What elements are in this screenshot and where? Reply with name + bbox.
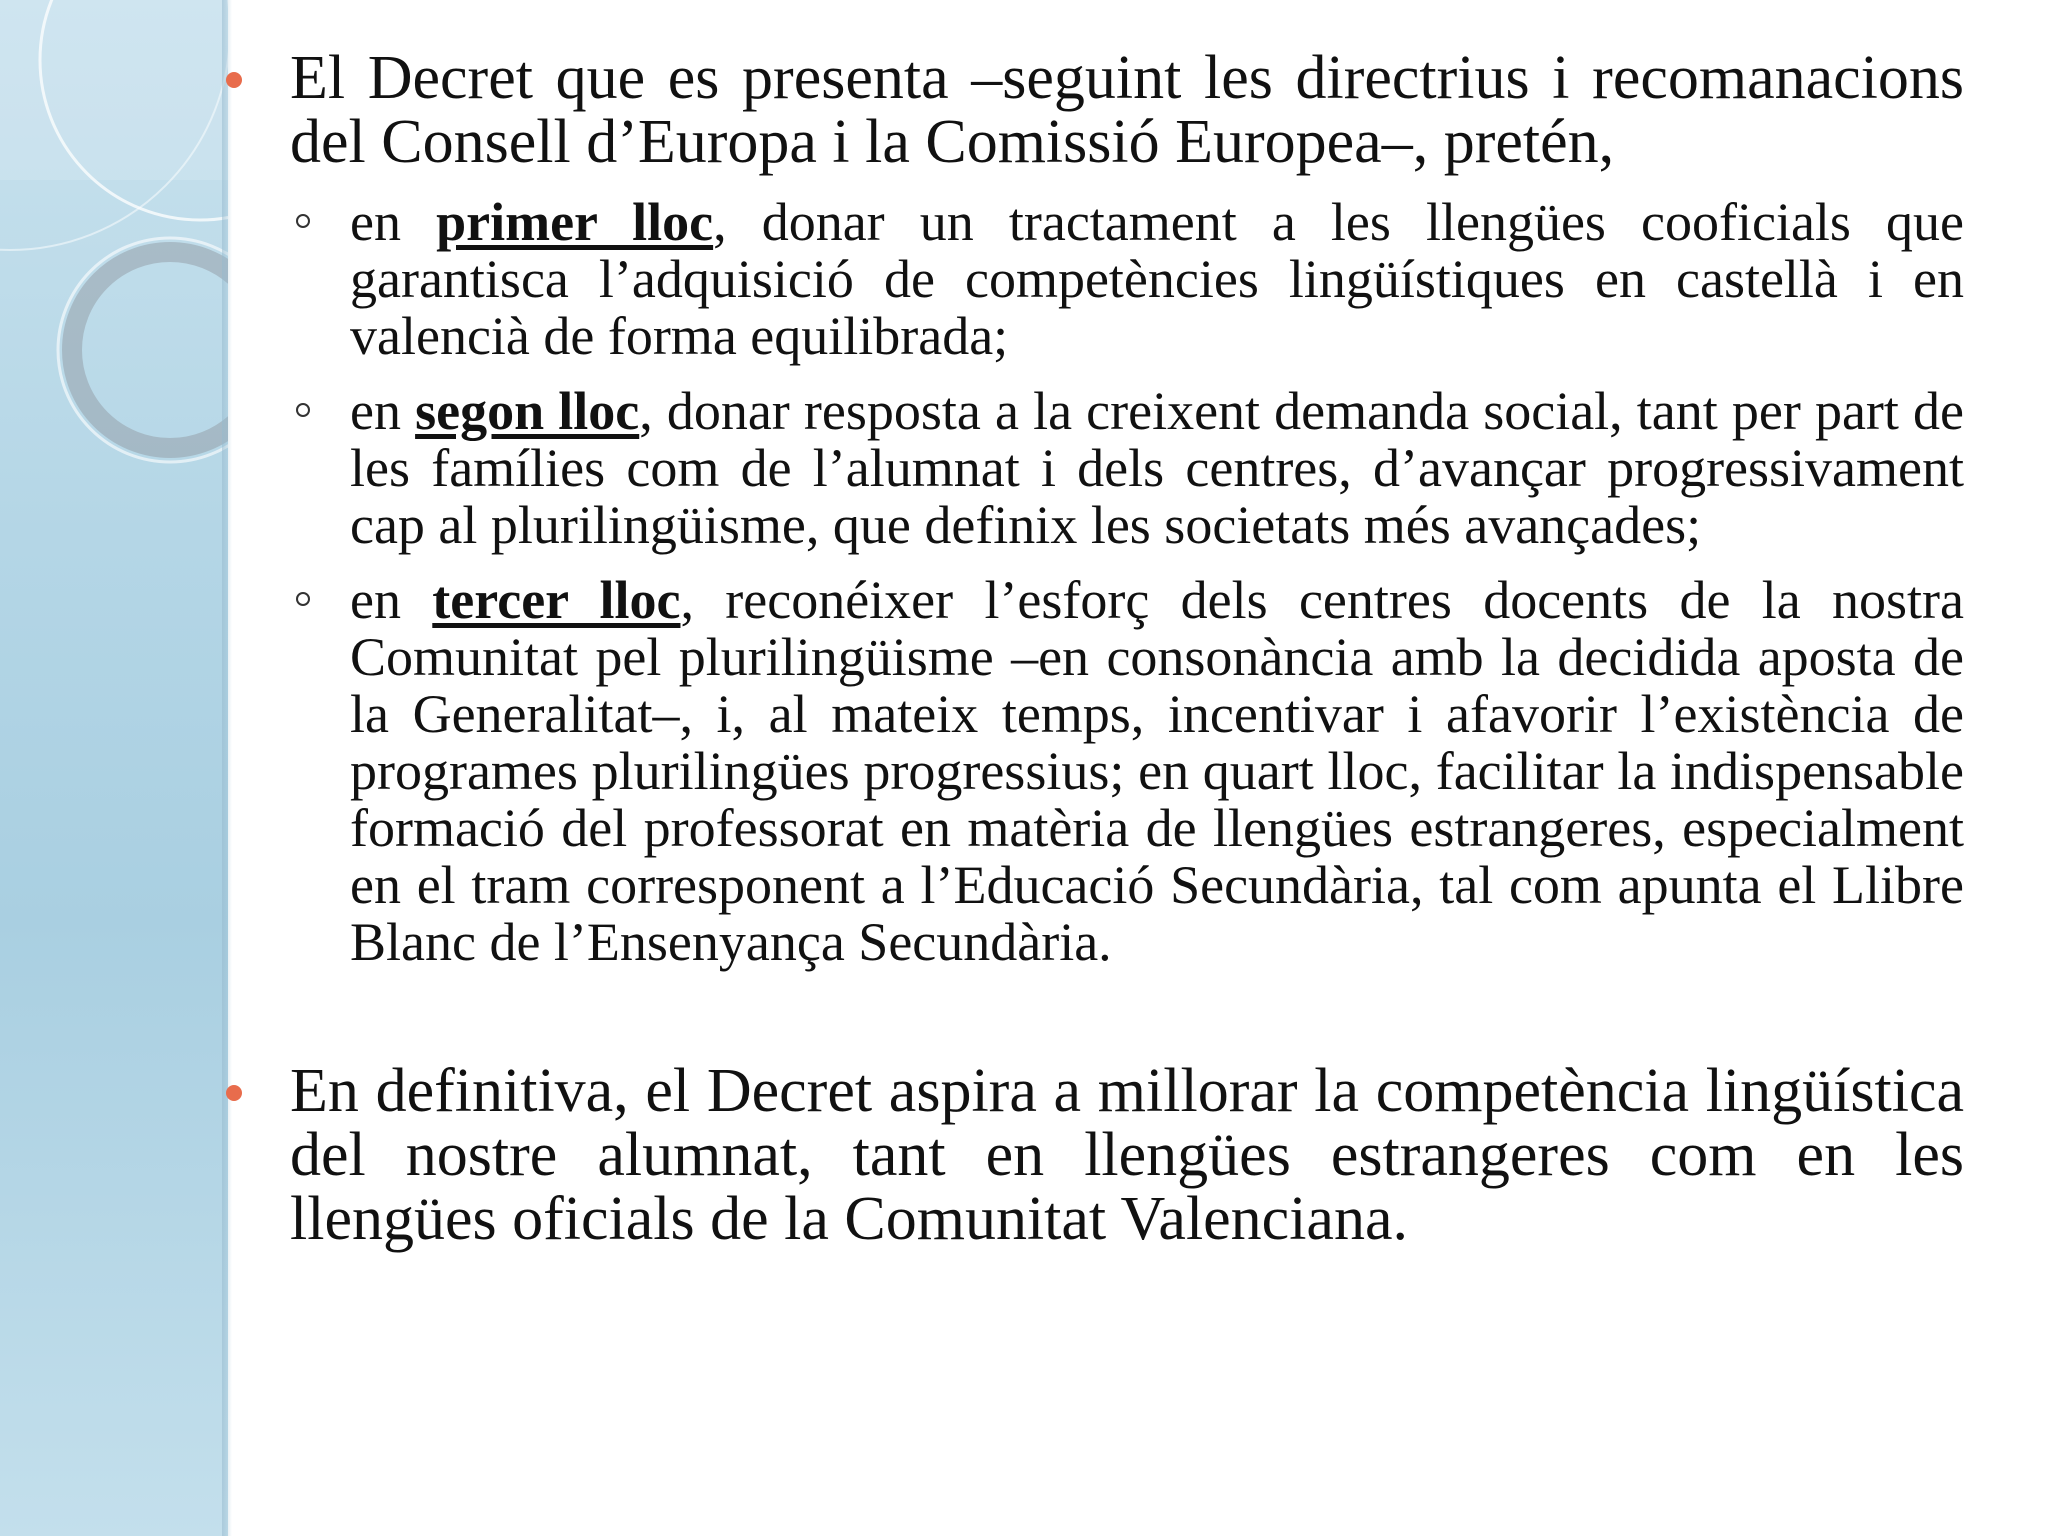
sub-bullet-1-text: , donar un tractament a les llengües cooficials que garantisca l’adquisició de competències lingüístiques en castellà i en valencià de forma equilibrada; <box>350 192 1965 366</box>
sub-bullet-2-key: segon lloc <box>415 381 640 441</box>
slide-content <box>262 46 1964 1251</box>
bullet-dot-icon <box>226 72 242 88</box>
bullet-point-1 <box>262 46 1964 174</box>
bullet-point-1-text: El Decret que es presenta –seguint les directrius i recomanacions del Consell d’Europa i la Comissió Europea–, pretén, <box>290 44 1964 176</box>
bullet-dot-icon <box>226 1085 242 1101</box>
decorative-circles <box>0 0 228 1536</box>
bullet-point-2 <box>262 1059 1964 1251</box>
sub-bullet-2-text: , donar resposta a la creixent demanda social, tant per part de les famílies com de l’alumnat i dels centres, d’avançar progressivament cap al plurilingüisme, que definix les societats més avançades; <box>350 381 1965 555</box>
sub-bullet-3-text: , reconéixer l’esforç dels centres docents de la nostra Comunitat pel plurilingüisme –en consonància amb la decidida aposta de la Generalitat–, i, al mateix temps, incentivar i afavorir l’existència de programes plurilingües progressius; en quart lloc, facilitar la indispensable formació del professorat en matèria de llengües estrangeres, especialment en el tram corresponent a l’Educació Secundària, tal com apunta el Llibre Blanc de l’Ensenyança Secundària. <box>350 570 1965 972</box>
sub-bullet-3-prefix: en <box>350 570 433 630</box>
sub-bullet-1-key: primer lloc <box>436 192 714 252</box>
sub-bullet-3 <box>350 572 1964 971</box>
sub-bullet-1-prefix: en <box>350 192 437 252</box>
sub-bullet-2 <box>350 383 1964 554</box>
bullet-point-2-text: En definitiva, el Decret aspira a millorar la competència lingüística del nostre alumnat, tant en llengües estrangeres com en les llengües oficials de la Comunitat Valenciana. <box>290 1057 1964 1253</box>
sub-bullet-1 <box>350 194 1964 365</box>
sub-bullet-3-key: tercer lloc <box>432 570 681 630</box>
decorative-side-panel <box>0 0 228 1536</box>
ring-bullet-icon <box>296 592 310 606</box>
ring-bullet-icon <box>296 403 310 417</box>
side-panel-edge <box>222 0 232 1536</box>
sub-bullet-2-prefix: en <box>350 381 416 441</box>
ring-bullet-icon <box>296 214 310 228</box>
